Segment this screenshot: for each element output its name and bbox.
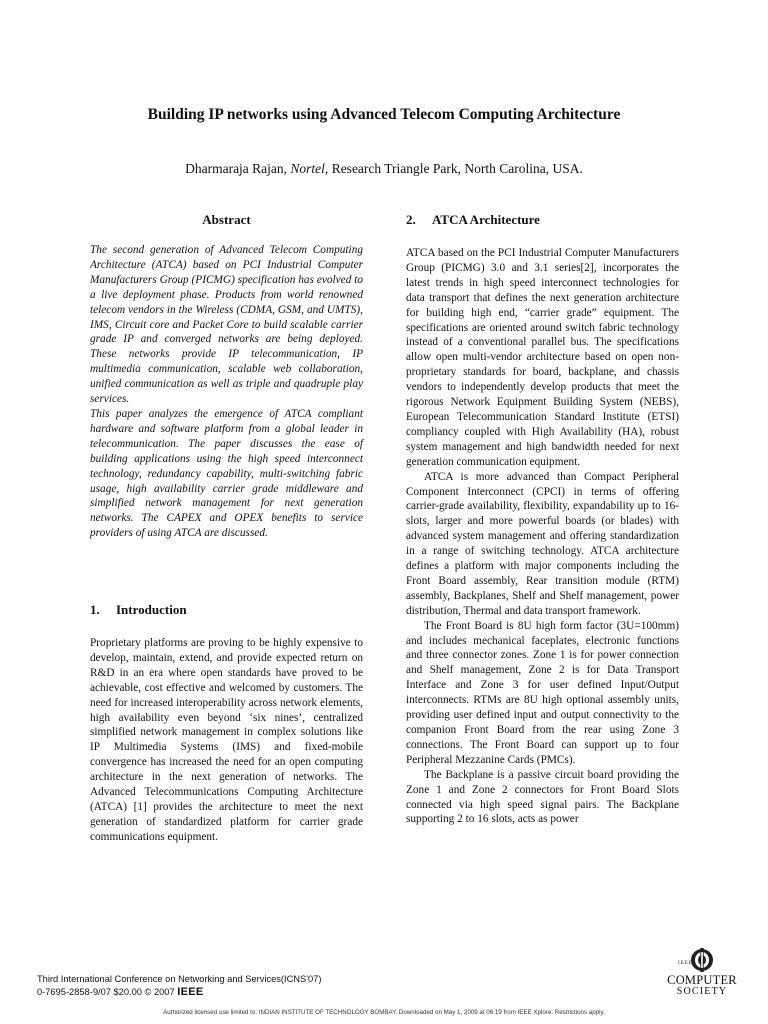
atca-section-body bbox=[406, 246, 679, 827]
atca-paragraph: ATCA based on the PCI Industrial Computer Manufacturers Group (PICMG) 3.0 and 3.1 series[2], incorporates the latest trends in high speed interconnect technologies for data transport that defines the next generation architecture for building high end, “carrier grade” equipment. The specifications are oriented around switch fabric technology instead of a conventional parallel bus. The specifications allow open multi-vendor architecture based on open non-proprietary standards for board, backplane, and chassis vendors to independently develop products that meet the rigorous Network Equipment Building System (NEBS), European Telecommunication Standard Institute (ETSI) compliancy coupled with High Availability (HA), robust system management and high bandwidth needed for next generation communication equipment. bbox=[406, 247, 679, 468]
introduction-number: 1. bbox=[90, 602, 100, 617]
isbn-price: 0-7695-2858-9/07 $20.00 © 2007 bbox=[37, 987, 178, 997]
isbn-line bbox=[37, 986, 321, 999]
introduction-heading bbox=[90, 602, 187, 618]
logo-ieee-small: IEEE bbox=[678, 961, 693, 966]
computer-society-logo bbox=[662, 947, 742, 997]
abstract-heading: Abstract bbox=[202, 212, 251, 227]
computer-society-emblem-icon bbox=[687, 947, 717, 973]
abstract-body bbox=[90, 243, 363, 541]
atca-section-title: ATCA Architecture bbox=[432, 212, 540, 227]
ieee-wordmark: IEEE bbox=[177, 986, 204, 998]
abstract-paragraph: The second generation of Advanced Telecom Computing Architecture (ATCA) based on PCI Industrial Computer Manufacturers Group (PICMG) specification has evolved to a live deployment phase. Products from world renowned telecom vendors in the Wireless (CDMA, GSM, and UMTS), IMS, Circuit core and Packet Core to build scalable carrier grade IP and converged networks are being deployed. These networks provide IP telecommunication, IP multimedia communication, scalable web collaboration, unified communication as well as triple and quadruple play services. bbox=[90, 244, 363, 406]
conference-footer bbox=[37, 973, 321, 999]
license-notice: Authorized licensed use limited to: INDIAN INSTITUTE OF TECHNOLOGY BOMBAY. Downloaded on May 1, 2009 at 06:19 from IEEE Xplore. Restrictions apply. bbox=[163, 1009, 605, 1016]
atca-paragraph: The Backplane is a passive circuit board providing the Zone 1 and Zone 2 connectors for Front Board Slots connected via high speed signal pairs. The Backplane supporting 2 to 16 slots, acts as power bbox=[406, 768, 679, 826]
author-location: Research Triangle Park, North Carolina, USA. bbox=[328, 161, 583, 176]
logo-computer: COMPUTER bbox=[667, 973, 737, 987]
conference-name: Third International Conference on Networking and Services(ICNS'07) bbox=[37, 974, 322, 984]
introduction-title: Introduction bbox=[116, 602, 187, 617]
introduction-paragraph: Proprietary platforms are proving to be highly expensive to develop, maintain, extend, and provide expected return on R&D in an era where open standards have proved to be achievable, cost effective and welcomed by customers. The need for increased interoperability across network elements, high availability even beyond ‘six nines’, centralized simplified network management in complex solutions like IP Multimedia Systems (IMS) and fixed-mobile convergence has increased the need for an open computing architecture in the next generation of networks. The Advanced Telecommunications Computing Architecture (ATCA) [1] provides the architecture to meet the next generation of standardized platform for carrier grade communications equipment. bbox=[90, 637, 363, 843]
logo-society: SOCIETY bbox=[676, 986, 728, 997]
atca-paragraph: The Front Board is 8U high form factor (3U=100mm) and includes mechanical faceplates, electronic functions and three connector zones. Zone 1 is for power connection and Shelf management, Zone 2 is for Data Transport Interface and Zone 3 for user defined Input/Output interconnects. RTMs are 8U high optional assembly units, providing user defined input and output connectivity to the companion Front Board from the rear using Zone 3 connections. The Front Board can support up to four Peripheral Mezzanine Cards (PMCs). bbox=[406, 619, 679, 766]
atca-section-number: 2. bbox=[406, 212, 416, 227]
author-company: Nortel, bbox=[290, 161, 329, 176]
paper-title: Building IP networks using Advanced Telecom Computing Architecture bbox=[147, 106, 621, 123]
introduction-body bbox=[90, 636, 363, 845]
author-line bbox=[0, 161, 768, 177]
atca-section-heading bbox=[406, 212, 540, 228]
atca-paragraph: ATCA is more advanced than Compact Peripheral Component Interconnect (CPCI) in terms of offering carrier-grade availability, flexibility, expandability up to 16-slots, larger and more powerful boards (or blades) with advanced system management and offering standardization in a range of switching technology. ATCA architecture defines a platform with major components including the Front Board assembly, Rear transition module (RTM) assembly, Backplanes, Shelf and Shelf management, power distribution, Thermal and data transport framework. bbox=[406, 470, 679, 617]
author-name: Dharmaraja Rajan, bbox=[185, 161, 291, 176]
abstract-paragraph: This paper analyzes the emergence of ATCA compliant hardware and software platform from a global leader in telecommunication. The paper discusses the ease of building applications using the high speed interconnect technology, redundancy capability, multi-switching fabric usage, high availability carrier grade middleware and simplified network management for next generation networks. The CAPEX and OPEX benefits to service providers of using ATCA are discussed. bbox=[90, 407, 363, 540]
